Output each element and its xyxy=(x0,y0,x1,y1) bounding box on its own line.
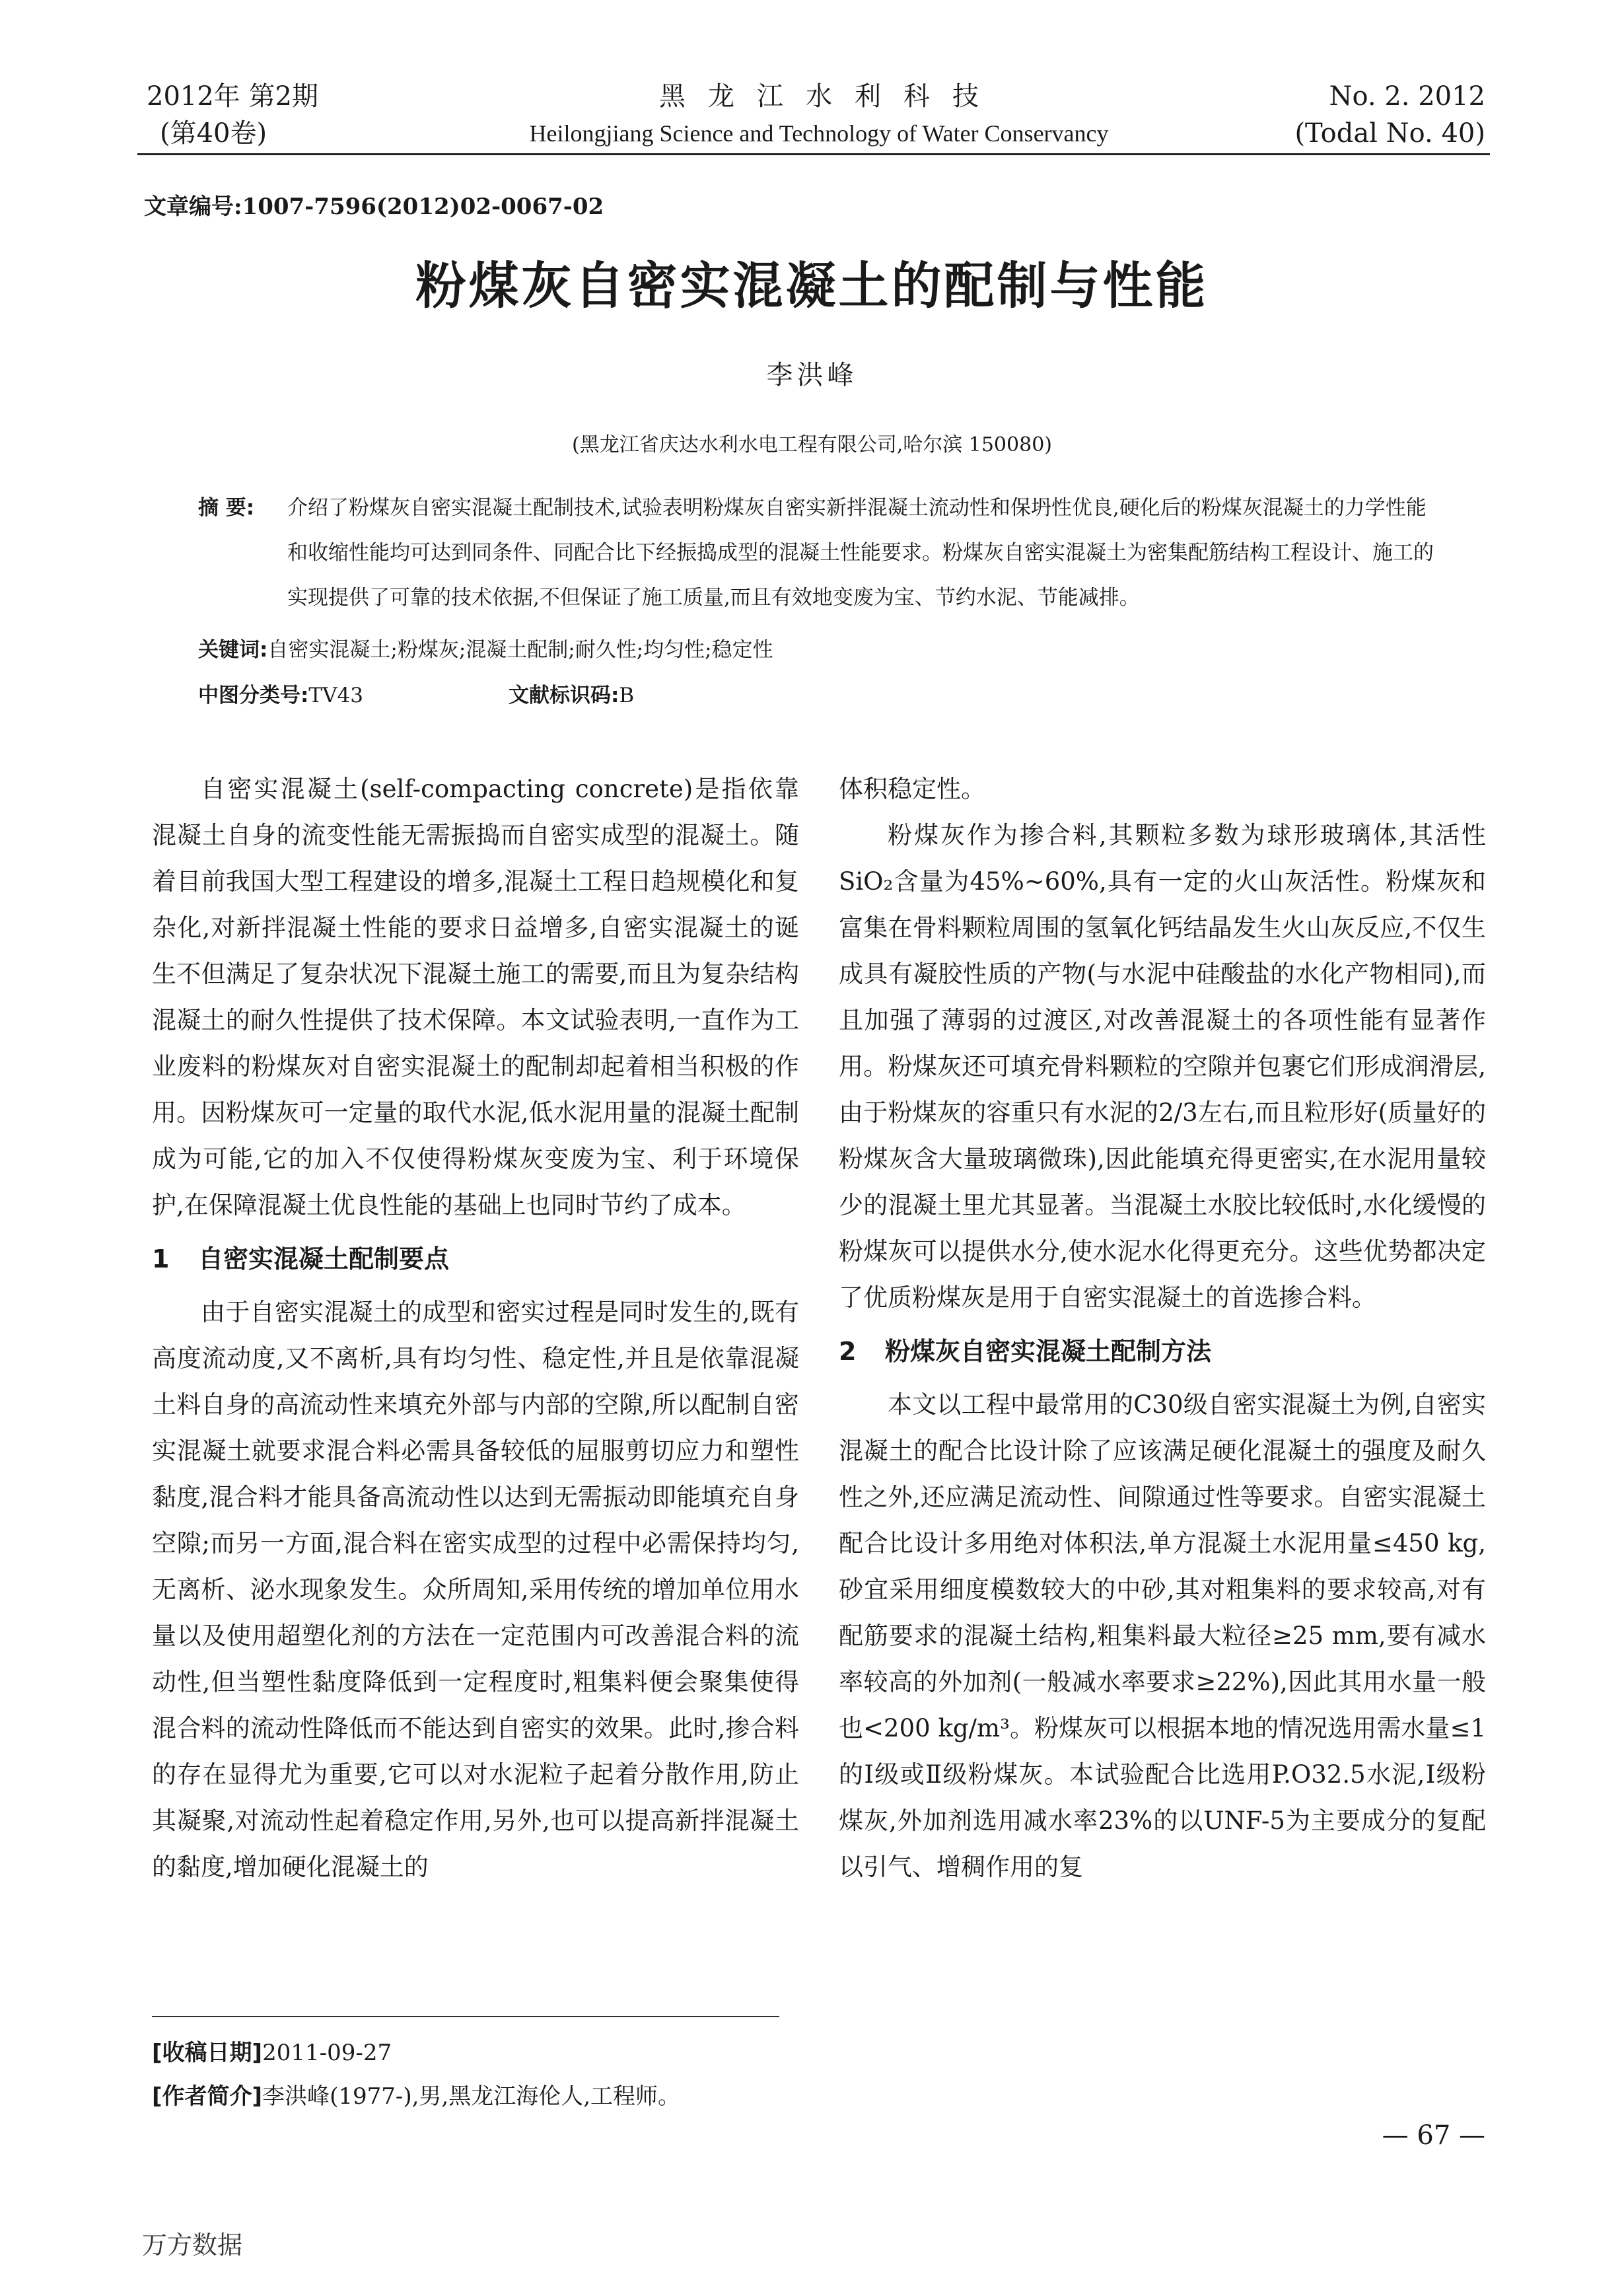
document-code xyxy=(509,678,634,708)
number-line2: (Todal No. 40) xyxy=(1294,118,1485,149)
keywords xyxy=(198,633,773,662)
section-2-number: 2 xyxy=(839,1337,857,1366)
watermark: 万方数据 xyxy=(142,2231,243,2260)
footnote-rule xyxy=(152,2016,779,2017)
section-1-paragraph: 由于自密实混凝土的成型和密实过程是同时发生的,既有高度流动度,又不离析,具有均匀性、稳定性,并且是依靠混凝土料自身的高流动性来填充外部与内部的空隙,所以配制自密实混凝土就要求混合料必需具备较低的屈服剪切应力和塑性黏度,混合料才能具备高流动性以达到无需振动即能填充自身空隙;而另一方面,混合料在密实成型的过程中必需保持均匀,无离析、泌水现象发生。众所周知,采用传统的增加单位用水量以及使用超塑化剂的方法在一定范围内可改善混合料的流动性,但当塑性黏度降低到一定程度时,粗集料便会聚集使得混合料的流动性降低而不能达到自密实的效果。此时,掺合料的存在显得尤为重要,它可以对水泥粒子起着分散作用,防止其凝聚,对流动性起着稳定作用,另外,也可以提高新拌混凝土的黏度,增加硬化混凝土的 xyxy=(152,1298,799,1881)
author-bio xyxy=(152,2078,680,2110)
received-text: 2011-09-27 xyxy=(262,2040,392,2066)
abstract xyxy=(198,485,1440,610)
received-date xyxy=(152,2034,392,2067)
document-code-text: B xyxy=(619,684,635,707)
left-column xyxy=(152,766,799,1890)
keywords-label: 关键词: xyxy=(198,638,268,662)
header-rule xyxy=(137,153,1490,155)
continued-paragraph: 体积稳定性。 xyxy=(839,775,985,803)
section-1-title: 自密实混凝土配制要点 xyxy=(198,1244,450,1273)
classification-text: TV43 xyxy=(308,684,363,707)
author-bio-text: 李洪峰(1977-),男,黑龙江海伦人,工程师。 xyxy=(262,2083,681,2110)
article-number: 文章编号:1007-7596(2012)02-0067-02 xyxy=(144,194,604,220)
flyash-paragraph: 粉煤灰作为掺合料,其颗粒多数为球形玻璃体,其活性SiO₂含量为45%~60%,具有一定的火山灰活性。粉煤灰和富集在骨料颗粒周围的氢氧化钙结晶发生火山灰反应,不仅生成具有凝胶性质的产物(与水泥中硅酸盐的水化产物相同),而且加强了薄弱的过渡区,对改善混凝土的各项性能有显著作用。粉煤灰还可填充骨料颗粒的空隙并包裹它们形成润滑层,由于粉煤灰的容重只有水泥的2/3左右,而且粒形好(质量好的粉煤灰含大量玻璃微珠),因此能填充得更密实,在水泥用量较少的混凝土里尤其显著。当混凝土水胶比较低时,水化缓慢的粉煤灰可以提供水分,使水泥水化得更充分。这些优势都决定了优质粉煤灰是用于自密实混凝土的首选掺合料。 xyxy=(839,821,1486,1312)
right-column xyxy=(839,766,1486,1890)
abstract-text: 介绍了粉煤灰自密实混凝土配制技术,试验表明粉煤灰自密实新拌混凝土流动性和保坍性优良,硬化后的粉煤灰混凝土的力学性能和收缩性能均可达到同条件、同配合比下经振捣成型的混凝土性能要求。粉煤灰自密实混凝土为密集配筋结构工程设计、施工的实现提供了可靠的技术依据,不但保证了施工质量,而且有效地变废为宝、节约水泥、节能减排。 xyxy=(287,496,1434,610)
author-name: 李洪峰 xyxy=(766,360,858,390)
section-1-number: 1 xyxy=(152,1244,170,1273)
issue-line2: (第40卷) xyxy=(160,118,267,149)
author-bio-label: [作者简介] xyxy=(152,2083,263,2110)
section-2-heading xyxy=(839,1332,1486,1371)
journal-name xyxy=(436,78,1202,152)
number-line1: No. 2. 2012 xyxy=(1329,81,1485,112)
abstract-label: 摘 要: xyxy=(198,496,255,520)
classification-label: 中图分类号: xyxy=(198,684,309,707)
document-code-label: 文献标识码: xyxy=(509,684,619,707)
journal-name-en: Heilongjiang Science and Technology of Water Conservancy xyxy=(529,120,1109,147)
keywords-text: 自密实混凝土;粉煤灰;混凝土配制;耐久性;均匀性;稳定性 xyxy=(267,638,773,662)
section-1-heading xyxy=(152,1239,799,1279)
issue-line1: 2012年 第2期 xyxy=(147,81,318,112)
received-label: [收稿日期] xyxy=(152,2040,263,2066)
section-2-title: 粉煤灰自密实混凝土配制方法 xyxy=(885,1337,1212,1366)
classification xyxy=(198,678,363,708)
intro-paragraph: 自密实混凝土(self-compacting concrete)是指依靠混凝土自身的流变性能无需振捣而自密实成型的混凝土。随着目前我国大型工程建设的增多,混凝土工程日趋规模化和复杂化,对新拌混凝土性能的要求日益增多,自密实混凝土的诞生不但满足了复杂状况下混凝土施工的需要,而且为复杂结构混凝土的耐久性提供了技术保障。本文试验表明,一直作为工业废料的粉煤灰对自密实混凝土的配制却起着相当积极的作用。因粉煤灰可一定量的取代水泥,低水泥用量的混凝土配制成为可能,它的加入不仅使得粉煤灰变废为宝、利于环境保护,在保障混凝土优良性能的基础上也同时节约了成本。 xyxy=(152,775,799,1219)
journal-name-cn: 黑龙江水利科技 xyxy=(659,81,1001,112)
journal-issue xyxy=(147,78,318,152)
page-number: — 67 — xyxy=(1382,2120,1485,2151)
section-2-paragraph: 本文以工程中最常用的C30级自密实混凝土为例,自密实混凝土的配合比设计除了应该满足硬化混凝土的强度及耐久性之外,还应满足流动性、间隙通过性等要求。自密实混凝土配合比设计多用绝对体积法,单方混凝土水泥用量≤450 kg,砂宜采用细度模数较大的中砂,其对粗集料的要求较高,对有配筋要求的混凝土结构,粗集料最大粒径≥25 mm,要有减水率较高的外加剂(一般减水率要求≥22%),因此其用水量一般也<200 kg/m³。粉煤灰可以根据本地的情况选用需水量≤1的Ⅰ级或Ⅱ级粉煤灰。本试验配合比选用P.O32.5水泥,Ⅰ级粉煤灰,外加剂选用减水率23%的以UNF-5为主要成分的复配以引气、增稠作用的复 xyxy=(839,1390,1486,1881)
paper-title: 粉煤灰自密实混凝土的配制与性能 xyxy=(415,256,1209,315)
journal-number xyxy=(1294,78,1485,152)
author-affiliation: (黑龙江省庆达水利水电工程有限公司,哈尔滨 150080) xyxy=(571,433,1052,456)
